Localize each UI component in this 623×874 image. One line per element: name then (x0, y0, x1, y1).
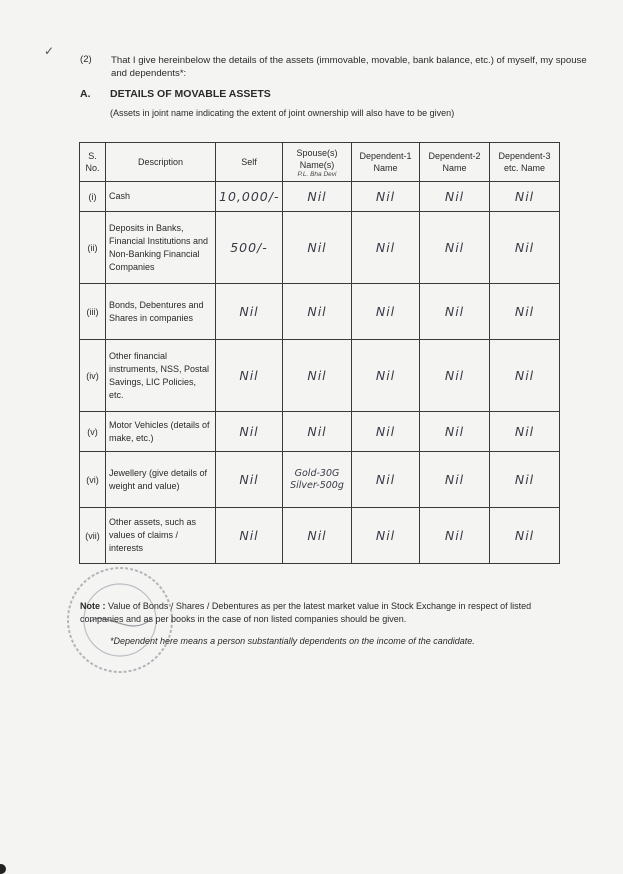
row-self-value: Nil (216, 452, 283, 508)
row-dependent-3-value: Nil (490, 340, 560, 412)
row-dependent-1-value: Nil (352, 452, 420, 508)
tick-mark-icon: ✓ (44, 44, 55, 58)
row-sno: (i) (80, 182, 106, 212)
row-dependent-2-value: Nil (420, 284, 490, 340)
table-row (80, 182, 560, 212)
row-description: Deposits in Banks, Financial Institutions and Non-Banking Financial Companies (106, 212, 216, 284)
note-block (80, 600, 565, 626)
row-self-value: Nil (216, 284, 283, 340)
row-self-value: Nil (216, 340, 283, 412)
row-dependent-2-value: Nil (420, 412, 490, 452)
note-label: Note : (80, 601, 106, 611)
header-dependent-2: Dependent-2 Name (420, 143, 490, 182)
movable-assets-table (79, 142, 560, 564)
table-row (80, 452, 560, 508)
row-sno: (iv) (80, 340, 106, 412)
row-dependent-2-value: Nil (420, 340, 490, 412)
intro-text: That I give hereinbelow the details of the assets (immovable, movable, bank balance, etc.) of myself, my spouse and dependents*: (111, 55, 587, 79)
table-row (80, 412, 560, 452)
row-dependent-1-value: Nil (352, 340, 420, 412)
row-dependent-1-value: Nil (352, 212, 420, 284)
section-title: DETAILS OF MOVABLE ASSETS (110, 88, 271, 100)
row-self-value: 500/- (216, 212, 283, 284)
row-dependent-3-value: Nil (490, 284, 560, 340)
row-dependent-3-value: Nil (490, 212, 560, 284)
header-spouse (283, 143, 352, 182)
dependent-definition-note: *Dependent here means a person substantially dependents on the income of the candidate. (110, 636, 475, 646)
row-spouse-value: Nil (283, 284, 352, 340)
row-sno: (vii) (80, 508, 106, 564)
header-description: Description (106, 143, 216, 182)
intro-number: (2) (80, 54, 92, 65)
row-dependent-3-value: Nil (490, 508, 560, 564)
header-dependent-1: Dependent-1 Name (352, 143, 420, 182)
header-dependent-3: Dependent-3 etc. Name (490, 143, 560, 182)
row-self-value: 10,000/- (216, 182, 283, 212)
row-dependent-1-value: Nil (352, 284, 420, 340)
row-description: Other assets, such as values of claims / interests (106, 508, 216, 564)
row-description: Motor Vehicles (details of make, etc.) (106, 412, 216, 452)
row-dependent-1-value: Nil (352, 182, 420, 212)
table-row (80, 508, 560, 564)
row-self-value: Nil (216, 508, 283, 564)
section-subnote: (Assets in joint name indicating the extent of joint ownership will also have to be given) (110, 108, 455, 118)
row-dependent-2-value: Nil (420, 508, 490, 564)
table-header-row (80, 143, 560, 182)
row-dependent-1-value: Nil (352, 508, 420, 564)
row-sno: (vi) (80, 452, 106, 508)
section-letter: A. (80, 88, 91, 100)
table-row (80, 340, 560, 412)
row-dependent-1-value: Nil (352, 412, 420, 452)
table-row (80, 212, 560, 284)
row-sno: (ii) (80, 212, 106, 284)
row-dependent-2-value: Nil (420, 212, 490, 284)
row-spouse-value: Nil (283, 340, 352, 412)
row-description: Other financial instruments, NSS, Postal Savings, LIC Policies, etc. (106, 340, 216, 412)
header-sno: S. No. (80, 143, 106, 182)
header-spouse-label: Spouse(s) Name(s) (296, 147, 338, 170)
row-sno: (v) (80, 412, 106, 452)
row-dependent-2-value: Nil (420, 452, 490, 508)
row-description: Cash (106, 182, 216, 212)
row-spouse-value: Nil (283, 508, 352, 564)
row-spouse-value: Nil (283, 182, 352, 212)
row-spouse-value: Gold-30G Silver-500g (283, 452, 352, 508)
table-row (80, 284, 560, 340)
note-text: Value of Bonds / Shares / Debentures as per the latest market value in Stock Exchange in respect of listed companies and as per books in the case of non listed companies should be given. (80, 601, 532, 624)
row-sno: (iii) (80, 284, 106, 340)
row-description: Bonds, Debentures and Shares in companies (106, 284, 216, 340)
spouse-name-handwritten: P.L. Bha Devi (297, 170, 337, 178)
row-self-value: Nil (216, 412, 283, 452)
row-description: Jewellery (give details of weight and value) (106, 452, 216, 508)
row-dependent-2-value: Nil (420, 182, 490, 212)
row-dependent-3-value: Nil (490, 452, 560, 508)
row-dependent-3-value: Nil (490, 182, 560, 212)
row-spouse-value: Nil (283, 212, 352, 284)
row-dependent-3-value: Nil (490, 412, 560, 452)
header-self: Self (216, 143, 283, 182)
punch-hole-dot (0, 864, 6, 874)
row-spouse-value: Nil (283, 412, 352, 452)
